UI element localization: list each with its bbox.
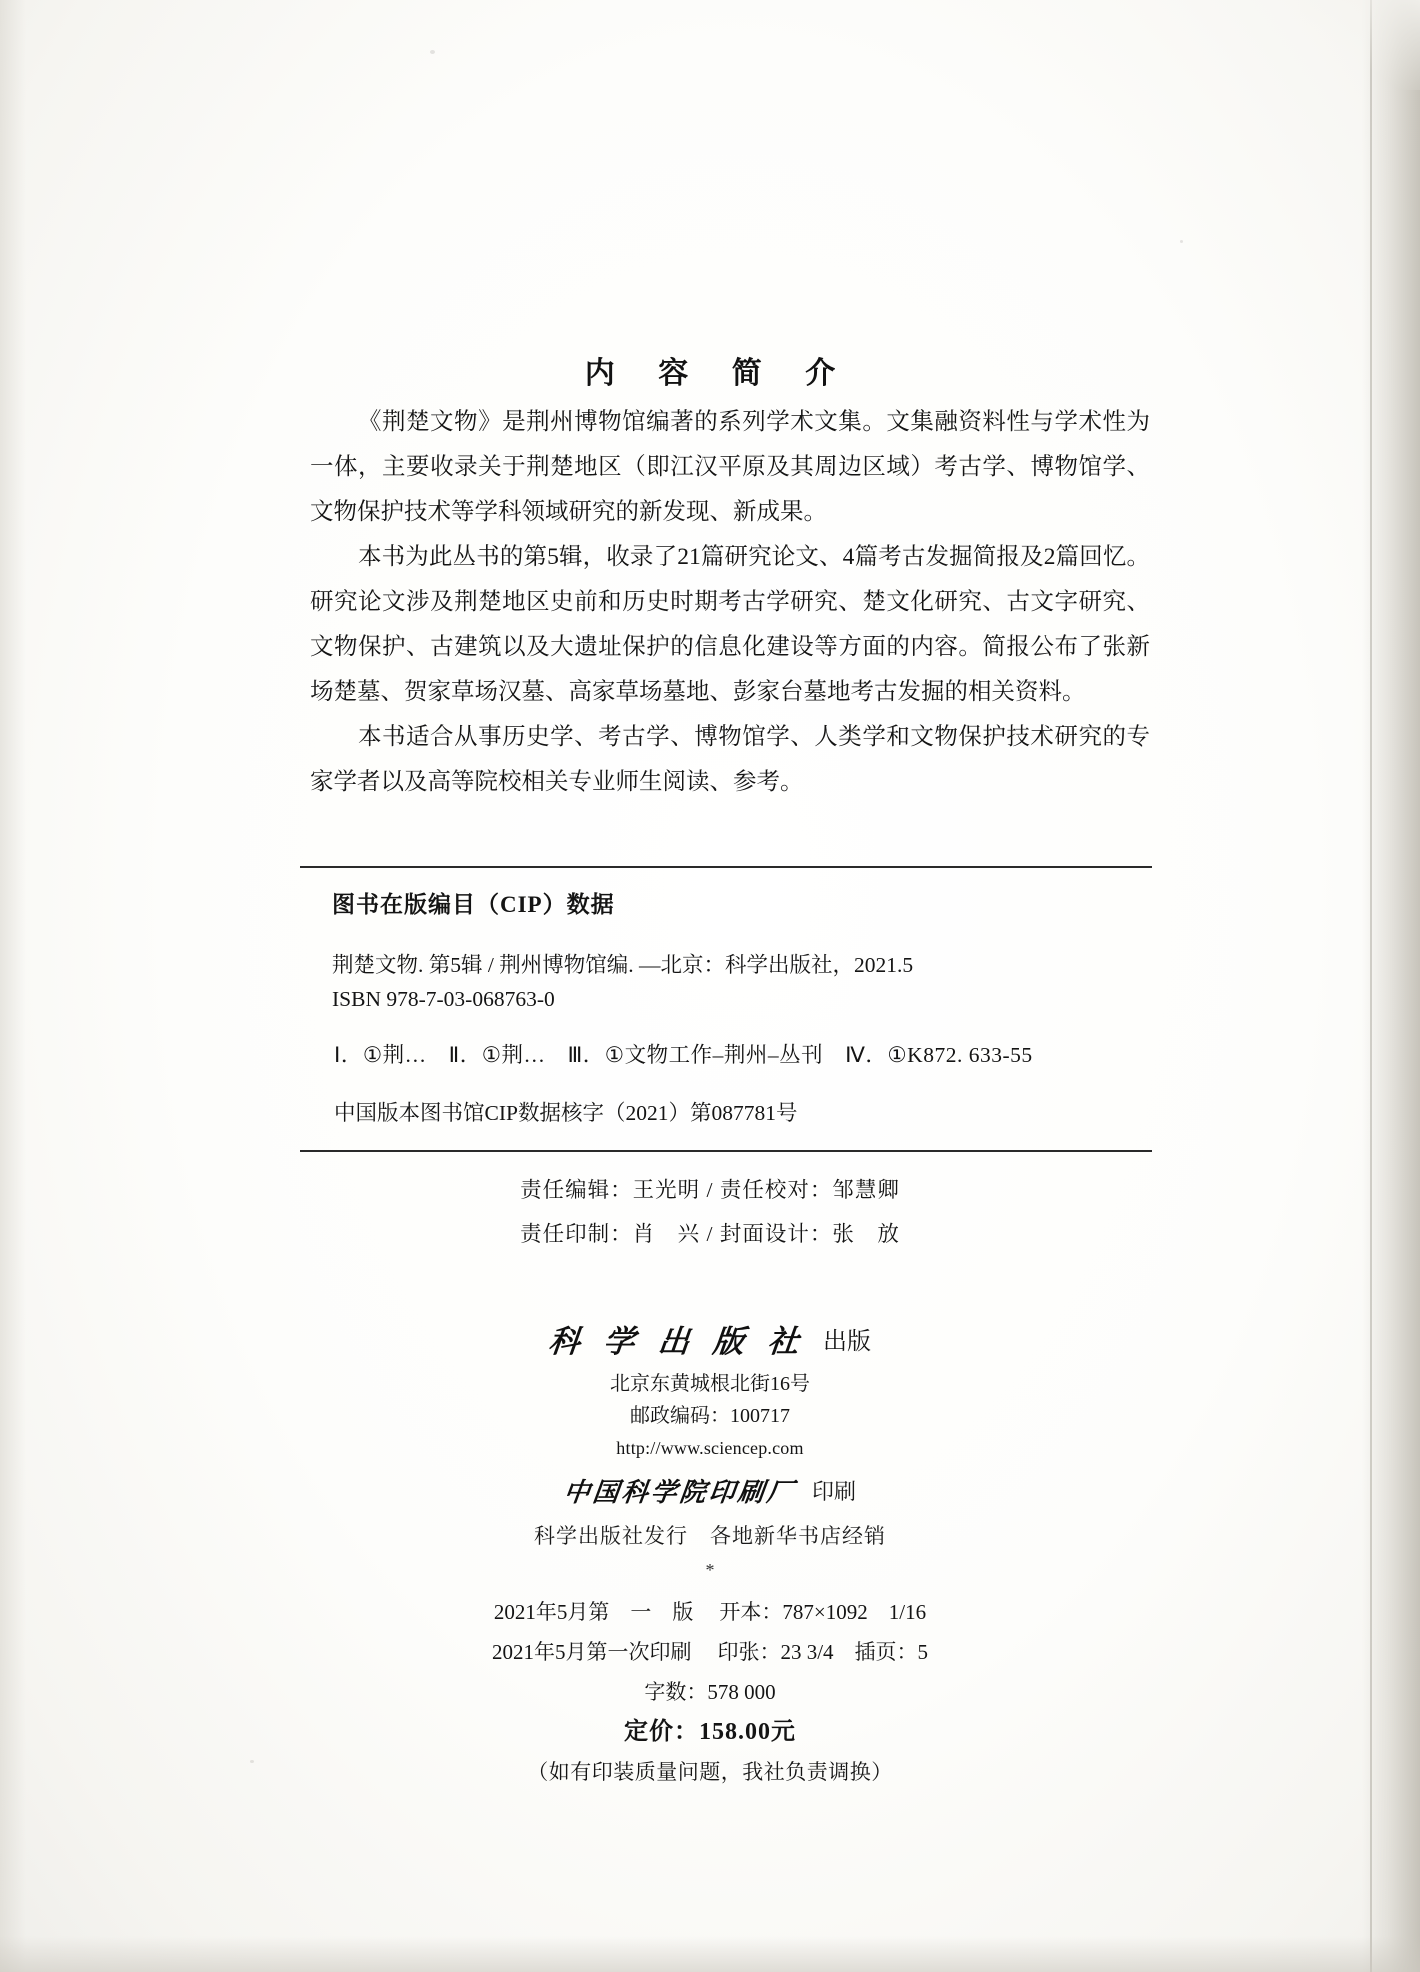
page-title: 内 容 简 介: [584, 357, 854, 390]
cip-line-isbn: ISBN 978-7-03-068763-0: [332, 987, 555, 1011]
credit-line-editor: 责任编辑：王光明 / 责任校对：邹慧卿: [520, 1178, 900, 1202]
imprint-sheets: 印张：23 3/4 插页：5: [717, 1640, 929, 1664]
cip-line-registration: 中国版本图书馆CIP数据核字（2021）第087781号: [334, 1101, 798, 1125]
printer-logo: 中国科学院印刷厂: [561, 1478, 798, 1507]
intro-paragraph-3: 本书适合从事历史学、考古学、博物馆学、人类学和文物保护技术研究的专家学者以及高等院校相关专业师生阅读、参考。: [310, 724, 1150, 795]
publisher-postcode: 邮政编码：100717: [630, 1405, 790, 1427]
cip-heading: 图书在版编目（CIP）数据: [332, 892, 615, 917]
section-separator: *: [705, 1560, 715, 1580]
publisher-logo: 科 学 出 版 社: [546, 1324, 809, 1359]
publisher-address: 北京东黄城根北街16号: [610, 1373, 810, 1395]
printer-row: [0, 1472, 1420, 1509]
imprint-format: 开本：787×1092 1/16: [719, 1600, 927, 1624]
imprint-line-edition: [0, 1592, 1420, 1632]
credits-block: [0, 1168, 1420, 1256]
publisher-contact: [0, 1368, 1420, 1464]
imprint-edition-date: 2021年5月第 一 版: [493, 1600, 694, 1624]
cip-divider-bottom: [300, 1150, 1152, 1152]
cip-line-title: 荆楚文物. 第5辑 / 荆州博物馆编. —北京：科学出版社，2021.5: [332, 953, 914, 977]
cip-line-classification: Ⅰ．①荆… Ⅱ．①荆… Ⅲ．①文物工作–荆州–丛刊 Ⅳ．①K872. 633-55: [334, 1043, 1033, 1067]
imprint-price: 定价：158.00元: [624, 1719, 796, 1745]
imprint-printing-date: 2021年5月第一次印刷: [491, 1640, 692, 1664]
imprint-line-printing: [0, 1632, 1420, 1672]
publisher-url[interactable]: http://www.sciencep.com: [616, 1438, 804, 1458]
intro-paragraph-2: 本书为此丛书的第5辑，收录了21篇研究论文、4篇考古发掘简报及2篇回忆。研究论文涉及荆楚地区史前和历史时期考古学研究、楚文化研究、古文字研究、文物保护、古建筑以及大遗址保护的信息化建设等方面的内容。简报公布了张新场楚墓、贺家草场汉墓、高家草场墓地、彭家台墓地考古发掘的相关资料。: [310, 544, 1150, 705]
intro-paragraph-1: 《荆楚文物》是荆州博物馆编著的系列学术文集。文集融资料性与学术性为一体，主要收录关于荆楚地区（即江汉平原及其周边区域）考古学、博物馆学、文物保护技术等学科领域研究的新发现、新成果。: [310, 409, 1150, 525]
publisher-logo-suffix: 出版: [823, 1329, 871, 1355]
printer-logo-suffix: 印刷: [812, 1479, 857, 1504]
cip-divider-top: [300, 866, 1152, 868]
imprint-quality-note: （如有印装质量问题，我社负责调换）: [527, 1760, 893, 1784]
publisher-row: [0, 1316, 1420, 1361]
distribution-line: 科学出版社发行 各地新华书店经销: [534, 1524, 886, 1548]
intro-body: [310, 400, 1150, 805]
imprint-wordcount: 字数：578 000: [644, 1680, 776, 1704]
imprint-block: [0, 1592, 1420, 1792]
credit-line-printing: 责任印制：肖 兴 / 封面设计：张 放: [520, 1222, 900, 1246]
